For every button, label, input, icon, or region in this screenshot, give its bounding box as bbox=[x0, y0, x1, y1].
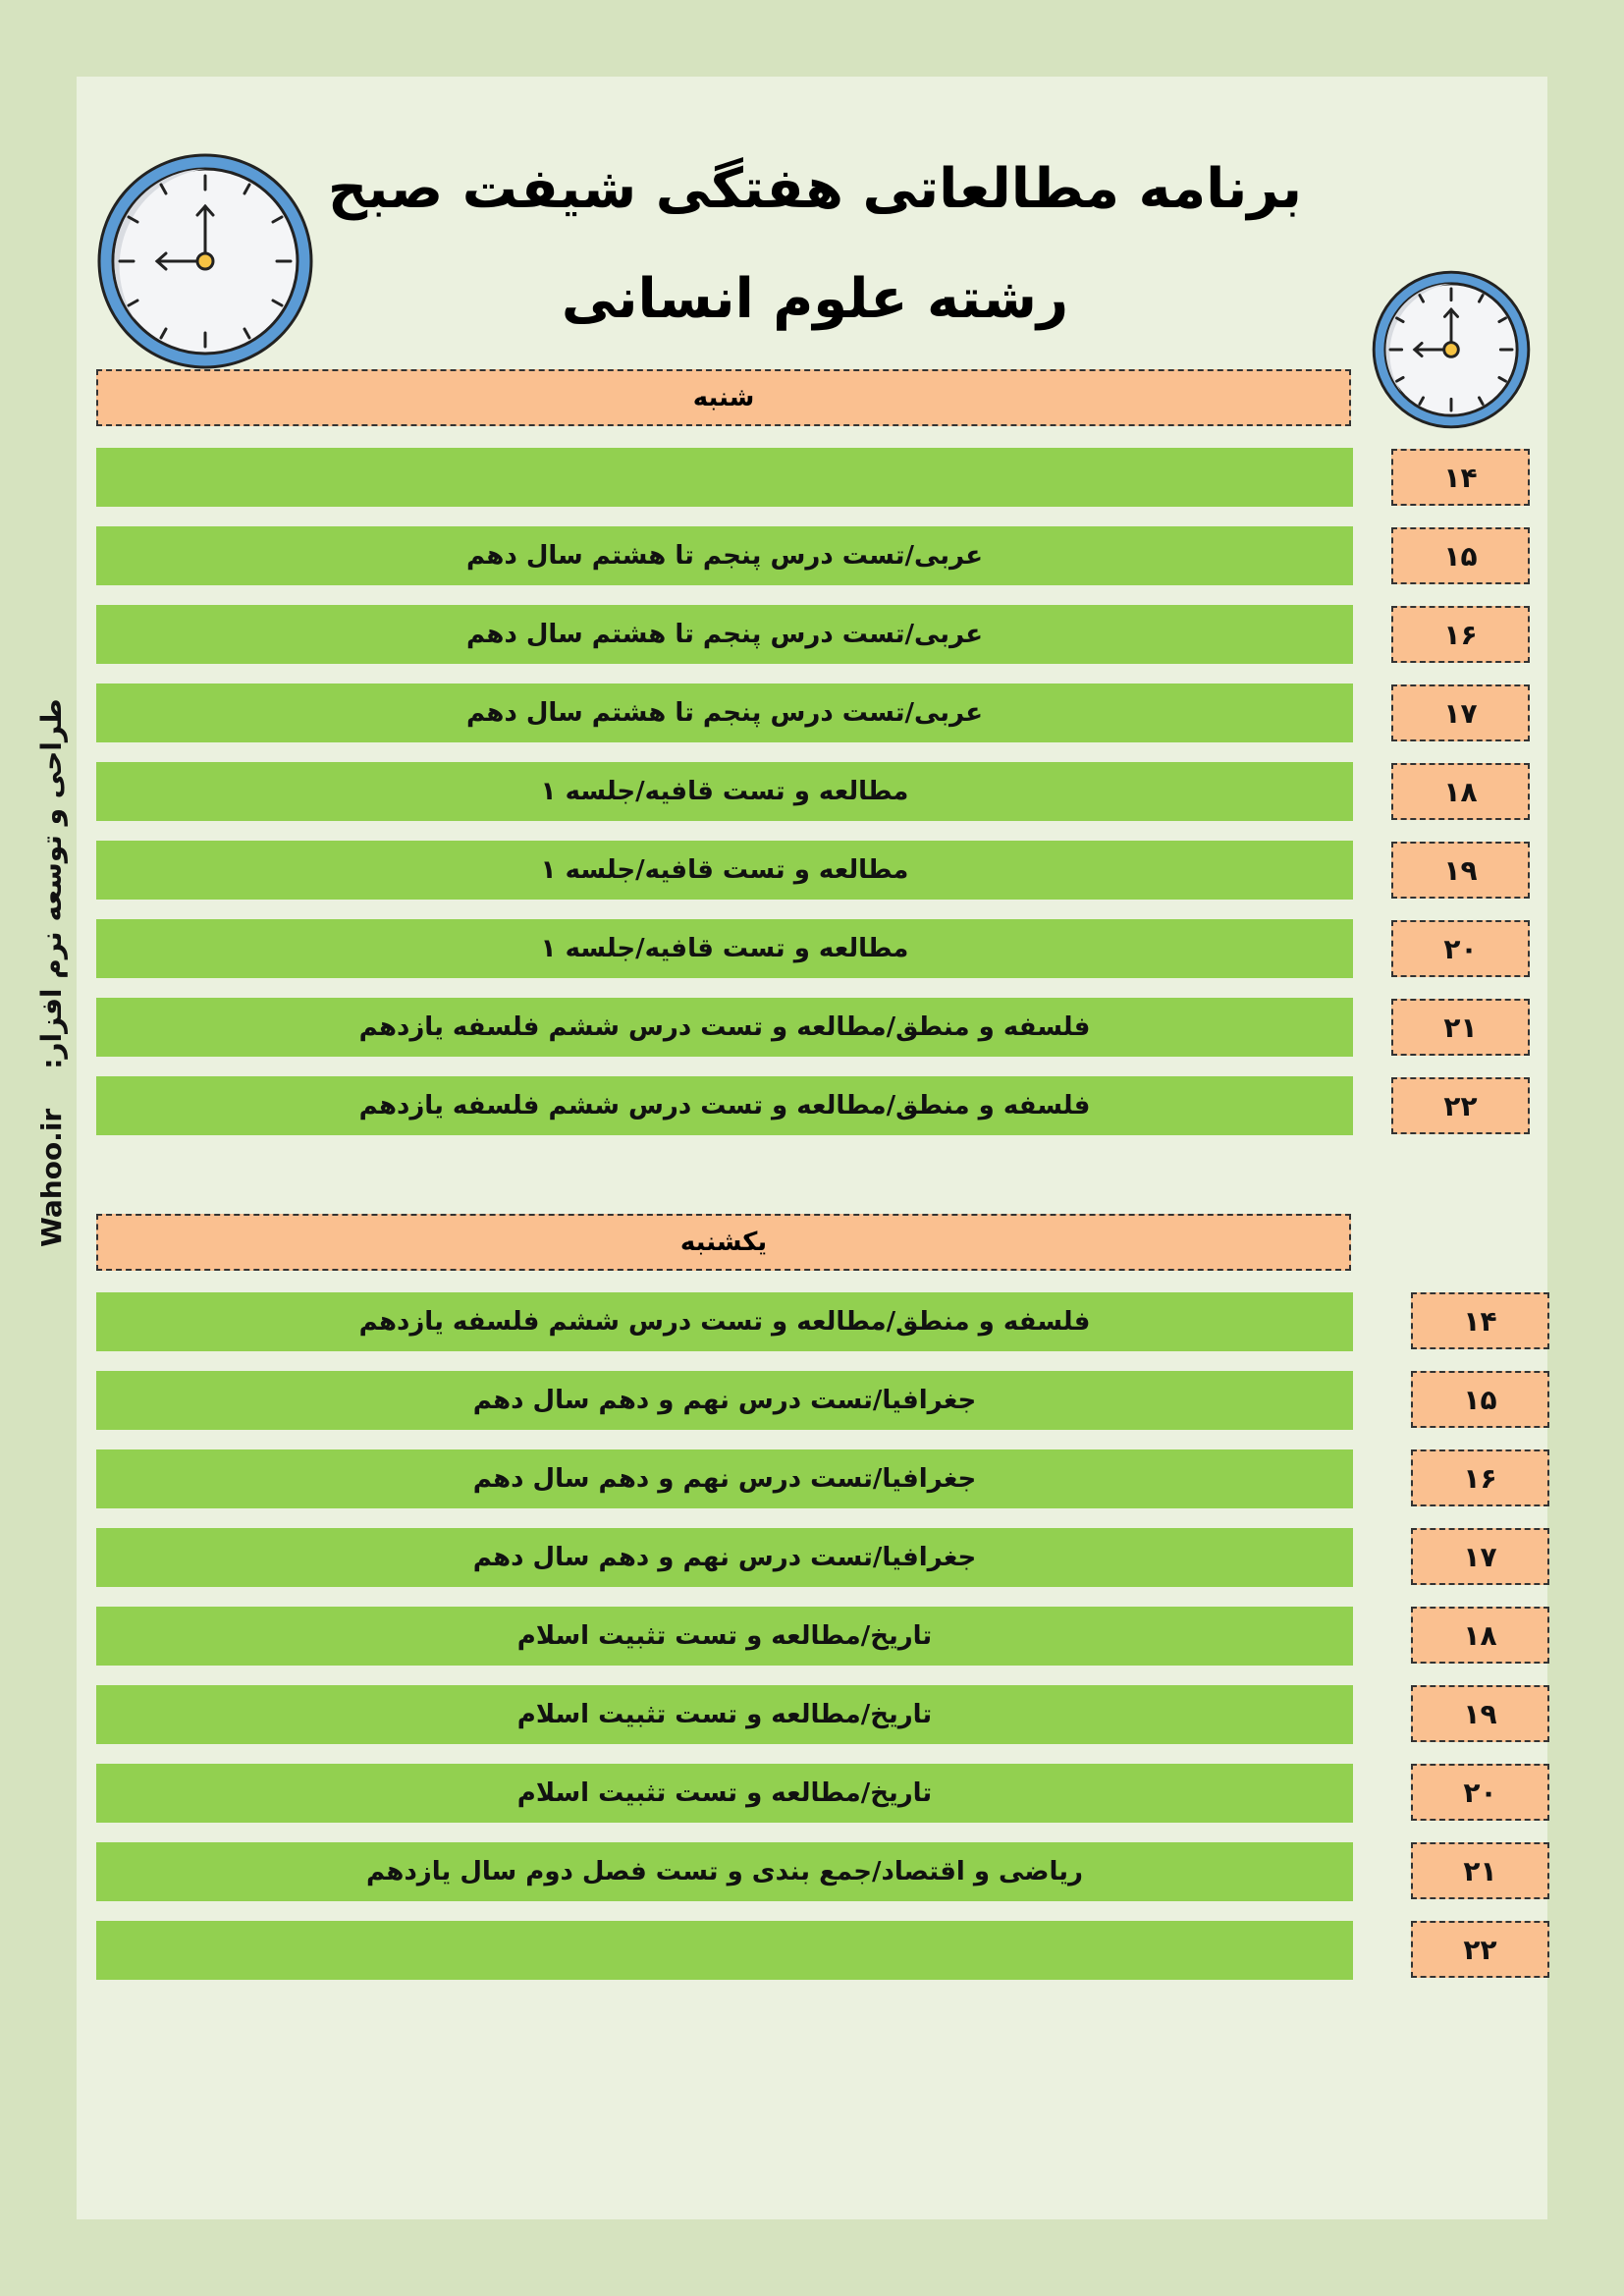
hour-cell: ۱۴ bbox=[1411, 1292, 1549, 1349]
task-row bbox=[96, 1921, 1353, 1980]
task-row: مطالعه و تست قافیه/جلسه ۱ bbox=[96, 762, 1353, 821]
day-header-saturday: شنبه bbox=[96, 369, 1351, 426]
hour-cell: ۱۷ bbox=[1391, 684, 1530, 741]
hour-cell: ۱۸ bbox=[1391, 763, 1530, 820]
task-row: تاریخ/مطالعه و تست تثبیت اسلام bbox=[96, 1764, 1353, 1823]
credit-site: Wahoo.ir bbox=[35, 1108, 68, 1247]
task-row: فلسفه و منطق/مطالعه و تست درس ششم فلسفه یازدهم bbox=[96, 998, 1353, 1057]
task-row: مطالعه و تست قافیه/جلسه ۱ bbox=[96, 841, 1353, 900]
credit-text: طراحی و توسعه نرم افزار: bbox=[35, 698, 68, 1069]
task-row: تاریخ/مطالعه و تست تثبیت اسلام bbox=[96, 1685, 1353, 1744]
clock-icon-large bbox=[96, 152, 314, 370]
task-row: ریاضی و اقتصاد/جمع بندی و تست فصل دوم سال یازدهم bbox=[96, 1842, 1353, 1901]
task-row: جغرافیا/تست درس نهم و دهم سال دهم bbox=[96, 1371, 1353, 1430]
task-row bbox=[96, 448, 1353, 507]
hour-cell: ۱۶ bbox=[1391, 606, 1530, 663]
day-header-sunday: یکشنبه bbox=[96, 1214, 1351, 1271]
page-title: برنامه مطالعاتی هفتگی شیفت صبح bbox=[327, 157, 1303, 221]
hour-cell: ۱۷ bbox=[1411, 1528, 1549, 1585]
task-row: فلسفه و منطق/مطالعه و تست درس ششم فلسفه یازدهم bbox=[96, 1076, 1353, 1135]
hour-cell: ۱۹ bbox=[1391, 842, 1530, 899]
clock-icon-small bbox=[1372, 270, 1531, 429]
hour-cell: ۲۱ bbox=[1391, 999, 1530, 1056]
task-row: عربی/تست درس پنجم تا هشتم سال دهم bbox=[96, 683, 1353, 742]
task-row: تاریخ/مطالعه و تست تثبیت اسلام bbox=[96, 1607, 1353, 1666]
hour-cell: ۱۵ bbox=[1411, 1371, 1549, 1428]
hour-cell: ۱۸ bbox=[1411, 1607, 1549, 1664]
task-row: جغرافیا/تست درس نهم و دهم سال دهم bbox=[96, 1528, 1353, 1587]
hour-cell: ۱۴ bbox=[1391, 449, 1530, 506]
task-row: جغرافیا/تست درس نهم و دهم سال دهم bbox=[96, 1449, 1353, 1508]
task-row: عربی/تست درس پنجم تا هشتم سال دهم bbox=[96, 526, 1353, 585]
hour-cell: ۱۶ bbox=[1411, 1449, 1549, 1506]
hour-cell: ۲۰ bbox=[1411, 1764, 1549, 1821]
hour-cell: ۲۱ bbox=[1411, 1842, 1549, 1899]
page-subtitle: رشته علوم انسانی bbox=[561, 267, 1069, 331]
task-row: فلسفه و منطق/مطالعه و تست درس ششم فلسفه یازدهم bbox=[96, 1292, 1353, 1351]
hour-cell: ۱۵ bbox=[1391, 527, 1530, 584]
task-row: عربی/تست درس پنجم تا هشتم سال دهم bbox=[96, 605, 1353, 664]
hour-cell: ۲۲ bbox=[1411, 1921, 1549, 1978]
hour-cell: ۲۲ bbox=[1391, 1077, 1530, 1134]
hour-cell: ۱۹ bbox=[1411, 1685, 1549, 1742]
hour-cell: ۲۰ bbox=[1391, 920, 1530, 977]
side-credit bbox=[35, 698, 68, 1247]
task-row: مطالعه و تست قافیه/جلسه ۱ bbox=[96, 919, 1353, 978]
